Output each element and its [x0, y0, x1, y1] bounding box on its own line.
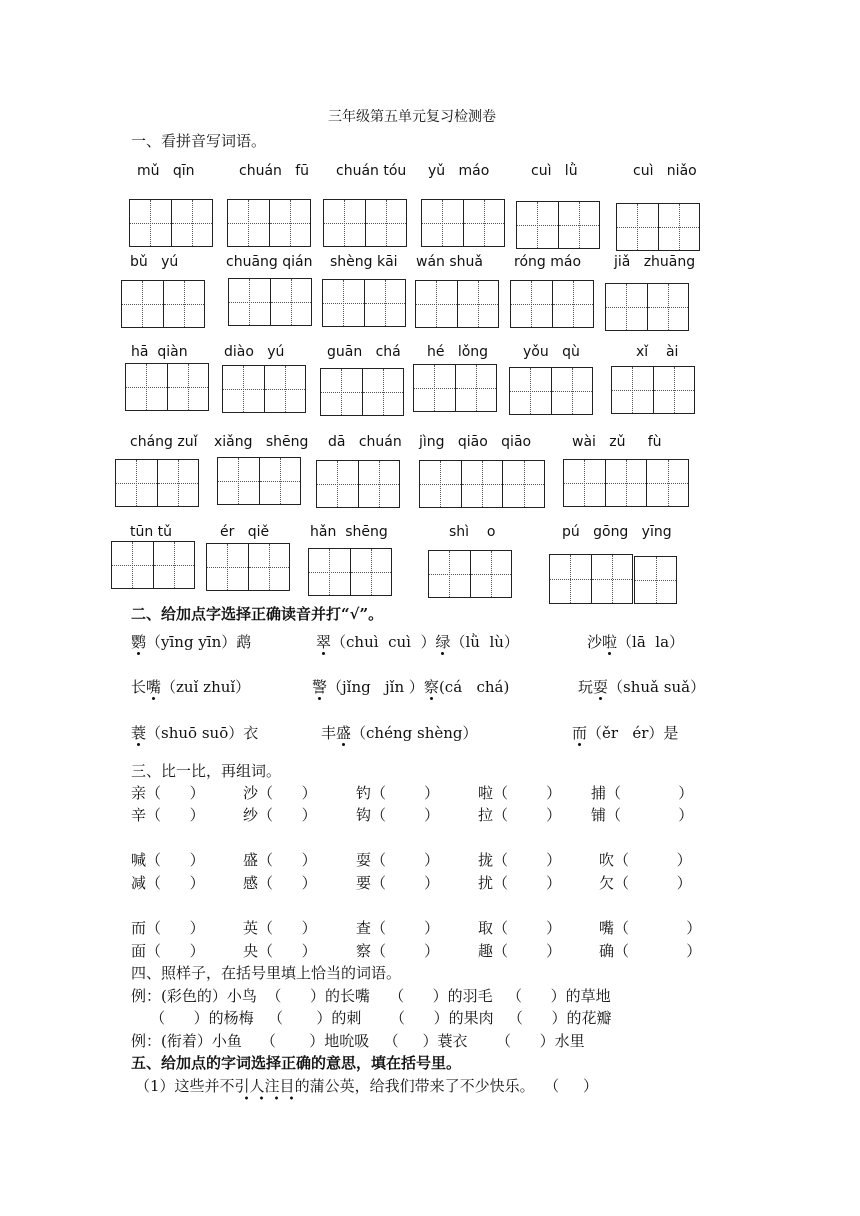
word-item[interactable]: 喊（ ）: [131, 851, 205, 869]
word-item[interactable]: 捕（ ）: [591, 784, 694, 802]
word-item[interactable]: 趣（ ）: [478, 942, 562, 960]
pinyin-label: shì o: [449, 524, 496, 540]
word-item[interactable]: 纱（ ）: [243, 806, 317, 824]
pinyin-label: wán shuǎ: [416, 254, 483, 270]
pinyin-label: yǔ máo: [428, 163, 490, 179]
writing-grid[interactable]: [227, 199, 311, 247]
fill-blank-line[interactable]: （ ）的杨梅 （ ）的刺 （ ）的果肉 （ ）的花瓣: [131, 1009, 612, 1027]
writing-grid[interactable]: [549, 554, 633, 604]
fill-blank-line[interactable]: 例：(彩色的）小鸟 （ ）的长嘴 （ ）的羽毛 （ ）的草地: [131, 987, 611, 1005]
pinyin-label: pú gōng yīng: [562, 524, 672, 540]
pronunciation-item[interactable]: 蓑（shuō suō）衣: [131, 724, 259, 742]
word-item[interactable]: 啦（ ）: [478, 784, 562, 802]
word-item[interactable]: 拉（ ）: [478, 806, 562, 824]
word-item[interactable]: 查（ ）: [356, 919, 440, 937]
writing-grid[interactable]: [634, 556, 677, 604]
writing-grid[interactable]: [129, 199, 213, 247]
pinyin-label: cuì lǜ: [531, 163, 578, 179]
writing-grid[interactable]: [115, 459, 199, 507]
pinyin-label: wài zǔ fù: [572, 434, 662, 450]
pinyin-label: chuāng qián: [226, 254, 313, 270]
writing-grid[interactable]: [616, 203, 700, 251]
word-item[interactable]: 沙（ ）: [243, 784, 317, 802]
writing-grid[interactable]: [510, 280, 594, 328]
fill-blank-line[interactable]: 例：(衔着）小鱼 （ ）地吮吸 （ ）蓑衣 （ ）水里: [131, 1032, 585, 1050]
pronunciation-item[interactable]: 鹦（yīng yīn）鹉: [131, 633, 252, 651]
writing-grid[interactable]: [228, 278, 312, 326]
word-item[interactable]: 钓（ ）: [356, 784, 440, 802]
writing-grid[interactable]: [605, 283, 689, 331]
writing-grid[interactable]: [428, 550, 512, 598]
word-item[interactable]: 面（ ）: [131, 942, 205, 960]
word-item[interactable]: 拢（ ）: [478, 851, 562, 869]
pronunciation-item[interactable]: 丰盛（chéng shèng）: [321, 724, 478, 742]
writing-grid[interactable]: [421, 199, 505, 247]
word-item[interactable]: 嘴（ ）: [599, 919, 702, 937]
word-item[interactable]: 辛（ ）: [131, 806, 205, 824]
writing-grid[interactable]: [611, 366, 695, 414]
writing-grid[interactable]: [125, 363, 209, 411]
pinyin-label: tūn tǔ: [130, 524, 173, 540]
pinyin-label: yǒu qù: [523, 344, 580, 360]
pinyin-label: cuì niǎo: [633, 163, 697, 179]
pinyin-label: mǔ qīn: [137, 163, 195, 179]
pinyin-label: guān chá: [327, 344, 401, 360]
word-item[interactable]: 扰（ ）: [478, 874, 562, 892]
word-item[interactable]: 耍（ ）: [356, 851, 440, 869]
word-item[interactable]: 英（ ）: [243, 919, 317, 937]
word-item[interactable]: 感（ ）: [243, 874, 317, 892]
writing-grid[interactable]: [509, 367, 593, 415]
section2-heading: 二、给加点字选择正确读音并打“√”。: [131, 605, 384, 623]
writing-grid[interactable]: [316, 460, 400, 508]
word-item[interactable]: 钩（ ）: [356, 806, 440, 824]
word-item[interactable]: 确（ ）: [599, 942, 702, 960]
word-item[interactable]: 减（ ）: [131, 874, 205, 892]
pronunciation-item[interactable]: 长嘴（zuǐ zhuǐ）: [131, 678, 251, 696]
word-item[interactable]: 盛（ ）: [243, 851, 317, 869]
writing-grid[interactable]: [222, 365, 306, 413]
section1-heading: 一、看拼音写词语。: [131, 132, 267, 150]
pronunciation-item[interactable]: 警（jǐng jǐn ）察(cá chá): [312, 678, 510, 696]
pinyin-label: xiǎng shēng: [214, 434, 309, 450]
pinyin-label: hǎn shēng: [310, 524, 388, 540]
section3-heading: 三、比一比，再组词。: [131, 762, 282, 780]
word-item[interactable]: 吹（ ）: [599, 851, 692, 869]
writing-grid[interactable]: [111, 541, 195, 589]
pinyin-label: hā qiàn: [131, 344, 188, 360]
question-1[interactable]: （1）这些并不引人注目的蒲公英，给我们带来了不少快乐。 （ ）: [135, 1075, 598, 1096]
word-item[interactable]: 欠（ ）: [599, 874, 692, 892]
pinyin-label: diào yú: [224, 344, 285, 360]
word-item[interactable]: 要（ ）: [356, 874, 440, 892]
section5-heading: 五、给加点的字词选择正确的意思，填在括号里。: [131, 1054, 462, 1072]
writing-grid[interactable]: [413, 364, 497, 412]
pinyin-label: bǔ yú: [130, 254, 179, 270]
pinyin-label: cháng zuǐ: [130, 434, 198, 450]
word-item[interactable]: 亲（ ）: [131, 784, 205, 802]
writing-grid[interactable]: [415, 280, 499, 328]
pronunciation-item[interactable]: 沙啦（lā la）: [587, 633, 685, 651]
pinyin-label: hé lǒng: [427, 344, 489, 360]
word-item[interactable]: 而（ ）: [131, 919, 205, 937]
section4-heading: 四、照样子，在括号里填上恰当的词语。: [131, 964, 402, 982]
pinyin-label: chuán fū: [239, 163, 310, 179]
word-item[interactable]: 取（ ）: [478, 919, 562, 937]
word-item[interactable]: 铺（ ）: [591, 806, 694, 824]
writing-grid[interactable]: [308, 548, 392, 596]
pronunciation-item[interactable]: 玩耍（shuǎ suǎ）: [578, 678, 706, 696]
dotted-phrase: 引人注目: [235, 1077, 295, 1100]
writing-grid[interactable]: [206, 543, 290, 591]
writing-grid[interactable]: [320, 368, 404, 416]
writing-grid[interactable]: [217, 457, 301, 505]
pronunciation-item[interactable]: 翠（chuì cuì ）绿（lǜ lù）: [316, 633, 519, 651]
writing-grid[interactable]: [563, 459, 689, 507]
pinyin-label: shèng kāi: [330, 254, 398, 270]
writing-grid[interactable]: [121, 280, 205, 328]
pinyin-label: chuán tóu: [336, 163, 407, 179]
word-item[interactable]: 央（ ）: [243, 942, 317, 960]
pinyin-label: jiǎ zhuāng: [614, 254, 696, 270]
pinyin-label: ér qiě: [220, 524, 270, 540]
writing-grid[interactable]: [322, 279, 406, 327]
word-item[interactable]: 察（ ）: [356, 942, 440, 960]
pinyin-label: jìng qiāo qiāo: [419, 434, 532, 450]
page-title: 三年级第五单元复习检测卷: [328, 109, 496, 125]
writing-grid[interactable]: [323, 199, 407, 247]
pronunciation-item[interactable]: 而（ěr ér）是: [572, 724, 679, 742]
pinyin-label: dā chuán: [328, 434, 402, 450]
writing-grid[interactable]: [419, 460, 545, 508]
writing-grid[interactable]: [516, 201, 600, 249]
pinyin-label: róng máo: [514, 254, 582, 270]
pinyin-label: xǐ ài: [636, 344, 679, 360]
